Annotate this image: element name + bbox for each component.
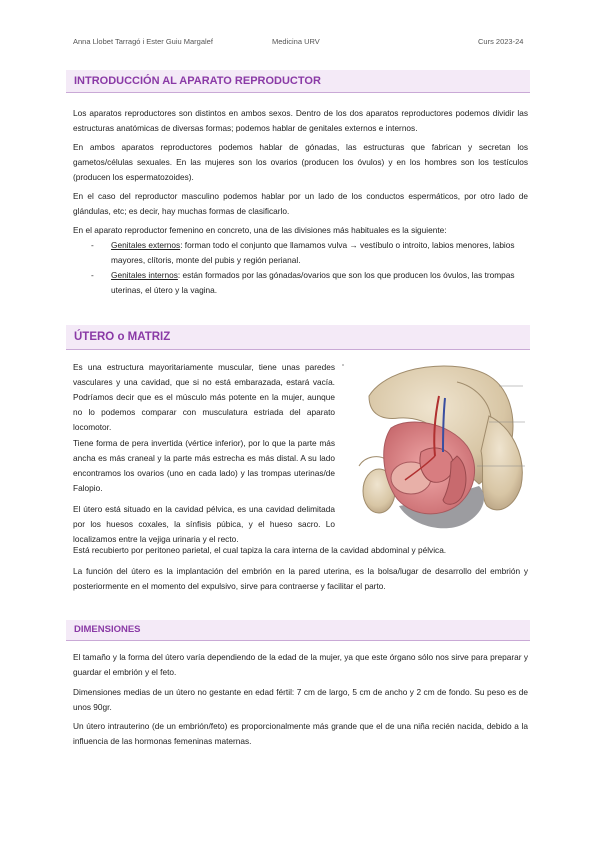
section-title: DIMENSIONES	[74, 624, 141, 635]
list-item	[73, 268, 528, 298]
paragraph: En el caso del reproductor masculino podemos hablar por un lado de los conductos espermáticos, por otro lado de glándulas, etc; es decir, hay muchas formas de clasificarlo.	[73, 191, 528, 216]
paragraph: La función del útero es la implantación del embrión en la pared uterina, es la bolsa/lugar de desarrollo del embrión y posteriormente en el momento del expulsivo, sirve para contraerse y facilitar el parto.	[73, 566, 528, 591]
paragraph: Es una estructura mayoritariamente muscular, tiene unas paredes vasculares y una cavidad, que si no está embarazada, estará vacía. Podríamos decir que es el músculo más potente en la mujer, aunque no lo podemos comparar con musculatura estriada del aparato locomotor.	[73, 362, 335, 432]
list-item	[73, 238, 528, 268]
section-heading-utero	[66, 325, 530, 350]
list-term: Genitales internos	[111, 270, 178, 280]
header-subject: Medicina URV	[272, 37, 320, 46]
genitales-list	[73, 238, 528, 298]
pelvis-anatomy-illustration	[339, 356, 531, 536]
header-course: Curs 2023-24	[478, 37, 524, 46]
paragraph: Dimensiones medias de un útero no gestante en edad fértil: 7 cm de largo, 5 cm de ancho y 2 cm de fondo. Su peso es de unos 90gr.	[73, 687, 528, 712]
paragraph: El útero está situado en la cavidad pélvica, es una cavidad delimitada por los huesos coxales, la sínfisis púbica, y el hueso sacro. Lo localizamos entre la vejiga urinaria y el recto.	[73, 504, 335, 544]
paragraph: El tamaño y la forma del útero varía dependiendo de la edad de la mujer, ya que este órgano sólo nos sirve para preparar y guardar el embrión y el feto.	[73, 652, 528, 677]
section-title: ÚTERO o MATRIZ	[74, 331, 171, 343]
list-text: : están formados por las gónadas/ovarios que son los que producen los óvulos, las trompas uterinas, el útero y la vagina.	[111, 270, 515, 295]
paragraph: En el aparato reproductor femenino en concreto, una de las divisiones más habituales es la siguiente:	[73, 225, 447, 235]
paragraph: Tiene forma de pera invertida (vértice inferior), por lo que la parte más ancha es más craneal y la parte más estrecha es más distal. A su lado encontramos los ovarios (uno en cada lado) y las trompas uterinas/de Falopio.	[73, 438, 335, 493]
section-heading-introduccion	[66, 70, 530, 93]
paragraph: Está recubierto por peritoneo parietal, el cual tapiza la cara interna de la cavidad abdominal y pélvica.	[73, 545, 447, 555]
list-text: : forman todo el conjunto que llamamos vulva → vestíbulo o introito, labios menores, labios mayores, clítoris, monte del pubis y región perianal.	[111, 240, 515, 265]
section-heading-dimensiones	[66, 620, 530, 641]
paragraph: En ambos aparatos reproductores podemos hablar de gónadas, las estructuras que fabrican y secretan los gametos/células sexuales. En las mujeres son los ovarios (producen los óvulos) y en los hombres son los testículos (producen los espermatozoides).	[73, 142, 528, 182]
paragraph: Los aparatos reproductores son distintos en ambos sexos. Dentro de los dos aparatos reproductores podemos dividir las estructuras anatómicas de diversas formas; podemos hablar de genitales externos e internos.	[73, 108, 528, 133]
header-authors: Anna Llobet Tarragó i Ester Guiu Margalef	[73, 37, 213, 46]
paragraph: Un útero intrauterino (de un embrión/feto) es proporcionalmente más grande que el de una niña recién nacida, debido a la influencia de las hormonas femeninas maternas.	[73, 721, 528, 746]
list-term: Genitales externos	[111, 240, 181, 250]
section-title: INTRODUCCIÓN AL APARATO REPRODUCTOR	[74, 75, 321, 87]
